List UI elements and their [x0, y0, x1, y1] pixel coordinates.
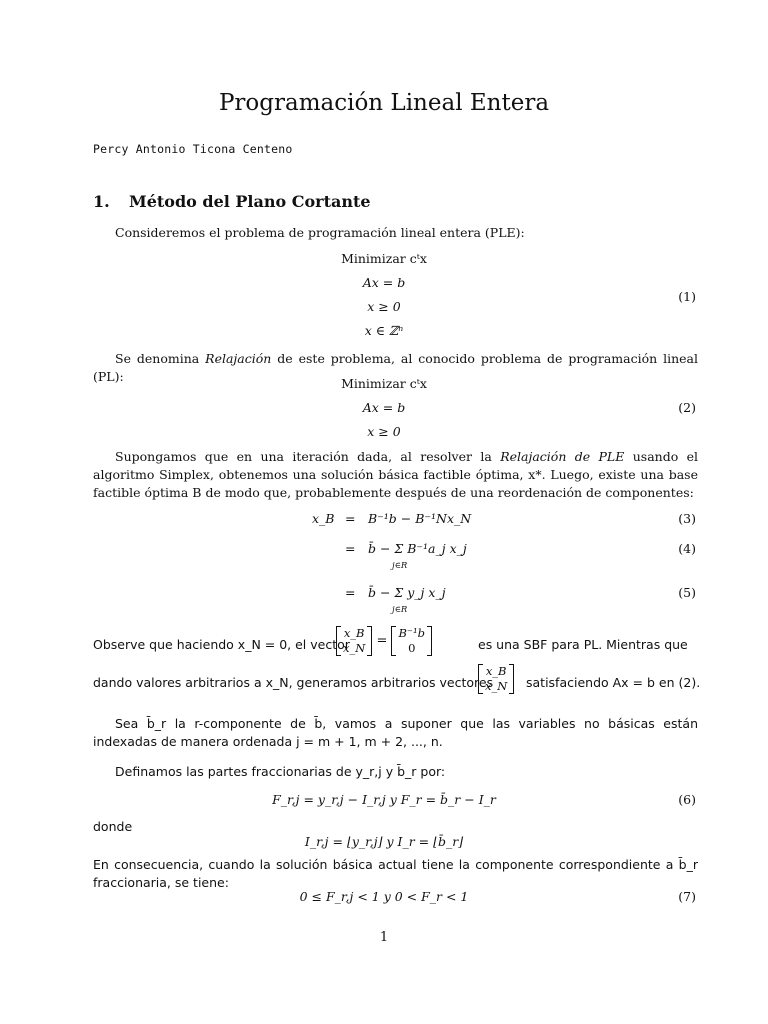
- p4-a: Observe que haciendo x_N = 0, el vector: [93, 637, 350, 652]
- paragraph-6: Definamos las partes fraccionarias de y_r,j y b̄_r por:: [115, 764, 446, 779]
- eq5-sum-index: j∈R: [392, 605, 408, 615]
- eq5-number: (5): [678, 585, 696, 600]
- section-number: 1.: [93, 192, 110, 211]
- vector-right: B⁻¹b 0: [391, 626, 432, 656]
- eq-integer-parts: I_r,j = ⌊y_r,j⌋ y I_r = ⌊b̄_r⌋: [304, 834, 464, 849]
- eq3-rhs: B⁻¹b − B⁻¹Nx_N: [368, 511, 472, 526]
- eq5-rhs: b̄ − Σ y_j x_j: [368, 585, 446, 600]
- eq6: F_r,j = y_r,j − I_r,j y F_r = b̄_r − I_r: [272, 792, 496, 807]
- eq3-lhs: x_B: [312, 511, 335, 526]
- p3-a: Supongamos que en una iteración dada, al resolver la: [115, 449, 501, 464]
- vector-arbitrary: x_B x_N: [478, 664, 514, 694]
- author: Percy Antonio Ticona Centeno: [93, 142, 293, 156]
- eq1-number: (1): [678, 289, 696, 304]
- eq3-number: (3): [678, 511, 696, 526]
- eq2-line2: Ax = b: [362, 400, 406, 415]
- paragraph-1: Consideremos el problema de programación lineal entera (PLE):: [115, 225, 525, 240]
- eq1-line2: Ax = b: [362, 275, 406, 290]
- p3-relajacion-ple: Relajación de PLE: [500, 449, 625, 464]
- p4-b: es una SBF para PL. Mientras que: [478, 637, 688, 652]
- p2-c: de este problema, al conocido problema de programación lineal (PL):: [93, 351, 698, 384]
- eq6-number: (6): [678, 792, 696, 807]
- eq4-sum-index: j∈R: [392, 561, 408, 571]
- paragraph-5: Sea b̄_r la r-componente de b̄, vamos a suponer que las variables no básicas están indexadas de manera ordenada j = m + 1, m + 2, ..., n.: [93, 716, 698, 749]
- vector-xb-xn: x_B x_N = B⁻¹b 0: [336, 626, 432, 656]
- eq4-rhs: b̄ − Σ B⁻¹a_j x_j: [368, 541, 467, 556]
- paragraph-7: En consecuencia, cuando la solución básica actual tiene la componente correspondiente a b̄_r fraccionaria, se tiene:: [93, 857, 698, 890]
- eq1-line3: x ≥ 0: [367, 299, 401, 314]
- section-title: Método del Plano Cortante: [129, 192, 371, 211]
- paper-title: Programación Lineal Entera: [218, 90, 550, 116]
- eq4-equals: =: [345, 541, 356, 556]
- vector-xb-xn-2: [478, 664, 514, 694]
- eq2-line3: x ≥ 0: [367, 424, 401, 439]
- vector-left: x_B x_N: [336, 626, 372, 656]
- p3-c: usando el algoritmo Simplex, obtenemos una solución básica factible óptima, x*. Luego, existe una base factible óptima B de modo que, probablemente después de una reordenación de componentes:: [93, 449, 698, 500]
- p2-relajacion: Relajación: [205, 351, 272, 366]
- p4-d: satisfaciendo Ax = b en (2).: [526, 675, 701, 690]
- eq4-number: (4): [678, 541, 696, 556]
- p4-c: dando valores arbitrarios a x_N, generamos arbitrarios vectores: [93, 675, 494, 690]
- eq5-equals: =: [345, 585, 356, 600]
- eq2-number: (2): [678, 400, 696, 415]
- page-number: 1: [379, 930, 389, 945]
- eq3-equals: =: [345, 511, 356, 526]
- donde: donde: [93, 819, 133, 834]
- eq2-line1: Minimizar cᵗx: [341, 376, 427, 391]
- paragraph-3: [93, 448, 698, 502]
- p2-a: Se denomina: [115, 351, 206, 366]
- eq1-line4: x ∈ ℤⁿ: [364, 323, 404, 338]
- eq7-number: (7): [678, 889, 696, 904]
- eq7: 0 ≤ F_r,j < 1 y 0 < F_r < 1: [299, 889, 469, 904]
- eq1-line1: Minimizar cᵗx: [341, 251, 427, 266]
- section-heading: [93, 192, 371, 211]
